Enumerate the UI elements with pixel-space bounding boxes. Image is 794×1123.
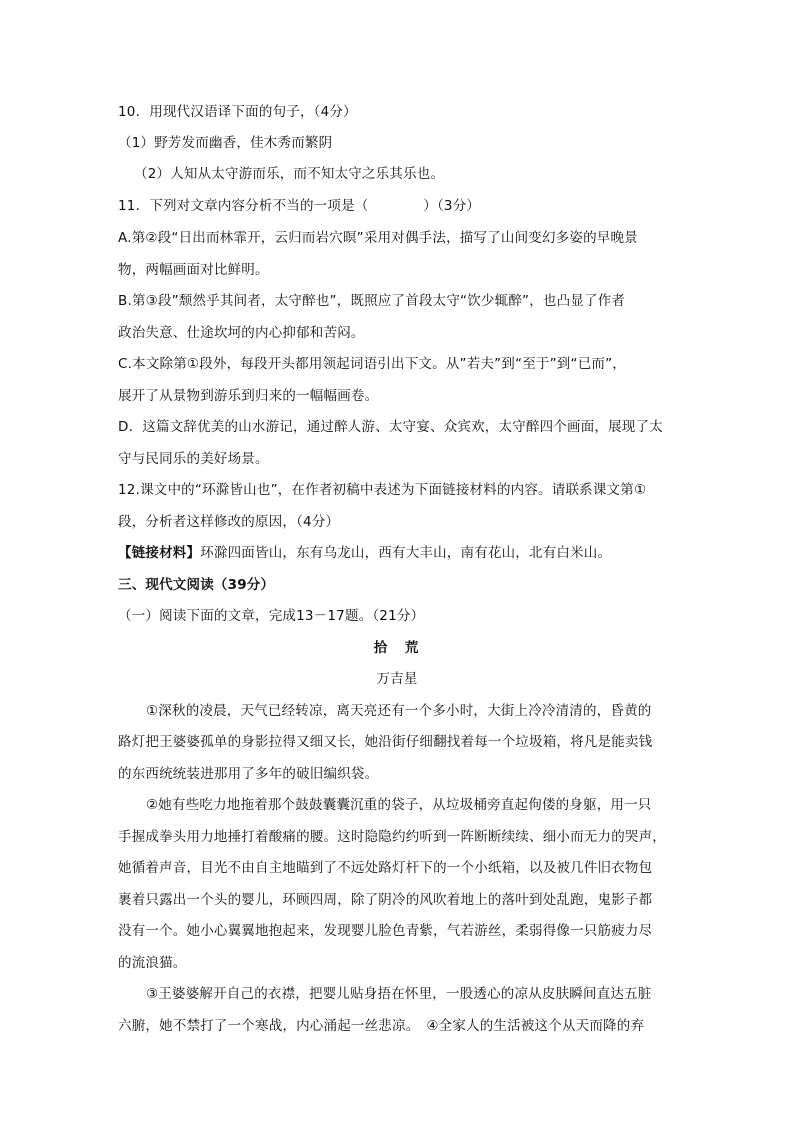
q10-sentence-2: （2）人知从太守游而乐，而不知太守之乐其乐也。 [134, 166, 445, 182]
q11-option-c-line-2: 展开了从景物到游乐到归来的一幅幅画卷。 [118, 388, 379, 404]
paragraph-3-line-1: ③王婆婆解开自己的衣襟，把婴儿贴身捂在怀里，一股透心的凉从皮肤瞬间直达五脏 [146, 986, 652, 1002]
q11-option-d-line-1: D．这篇文辞优美的山水游记，通过醉人游、太守宴、众宾欢，太守醉四个画面，展现了太 [118, 419, 663, 435]
q12-line-2: 段，分析者这样修改的原因，（4分） [118, 514, 340, 530]
link-material [118, 545, 678, 561]
paragraph-2-line-1: ②她有些吃力地拖着那个鼓鼓囊囊沉重的袋子，从垃圾桶旁直起佝偻的身躯，用一只 [146, 797, 652, 813]
article-title: 拾 荒 [373, 640, 421, 656]
link-material-label: 【链接材料】 [118, 545, 201, 561]
q11-option-d-line-2: 守与民同乐的美好场景。 [118, 451, 269, 467]
q11-option-b-line-1: B.第③段”颓然乎其间者，太守醉也”，既照应了首段太守“饮少辄醉”，也凸显了作者 [118, 293, 626, 309]
q11-option-a-line-2: 物，两幅画面对比鲜明。 [118, 262, 269, 278]
link-material-text: 环滁四面皆山，东有乌龙山，西有大丰山，南有花山，北有白米山。 [200, 545, 612, 561]
section-subheading: （一）阅读下面的文章，完成13－17题。（21分） [118, 608, 425, 624]
q11-option-a-line-1: A.第②段“日出而林霏开，云归而岩穴暝”采用对偶手法，描写了山间变幻多姿的早晚景 [118, 230, 638, 246]
q12-line-1: 12.课文中的“环滁皆山也”，在作者初稿中表述为下面链接材料的内容。请联系课文第① [118, 482, 647, 498]
paragraph-2-line-4: 裹着只露出一个头的婴儿，环顾四周，除了阴冷的风吹着地上的落叶到处乱跑，鬼影子都 [118, 892, 653, 908]
section-heading: 三、现代文阅读（39分） [118, 577, 275, 593]
q10-sentence-1: （1）野芳发而幽香，佳木秀而繁阴 [118, 135, 333, 151]
q11-option-b-line-2: 政治失意、仕途坎坷的内心抑郁和苦闷。 [118, 325, 365, 341]
paragraph-1-line-3: 的东西统统装进那用了多年的破旧编织袋。 [118, 766, 379, 782]
paragraph-1-line-2: 路灯把王婆婆孤单的身影拉得又细又长，她沿街仔细翻找着每一个垃圾箱，将凡是能卖钱 [118, 734, 653, 750]
paragraph-1-line-1: ①深秋的凌晨，天气已经转凉，离天亮还有一个多小时，大街上冷冷清清的，昏黄的 [146, 703, 652, 719]
article-author: 万吉星 [376, 671, 418, 687]
paragraph-2-line-6: 的流浪猫。 [118, 955, 187, 971]
q11-title: 11．下列对文章内容分析不当的一项是（ ）（3分） [118, 198, 481, 214]
q10-title: 10．用现代汉语译下面的句子，（4分） [118, 104, 357, 120]
paragraph-2-line-3: 她循着声音，目光不由自主地瞄到了不远处路灯杆下的一个小纸箱，以及被几件旧衣物包 [118, 860, 653, 876]
paragraph-2-line-5: 没有一个。她小心翼翼地抱起来，发现婴儿脸色青紫，气若游丝，柔弱得像一只筋疲力尽 [118, 923, 653, 939]
q11-option-c-line-1: C.本文除第①段外，每段开头都用领起词语引出下文。从”若夫”到“至于”到“已而”， [118, 356, 626, 372]
paragraph-3-line-2: 六腑，她不禁打了一个寒战，内心涌起一丝悲凉。 ④全家人的生活被这个从天而降的弃 [118, 1018, 645, 1034]
paragraph-2-line-2: 手握成拳头用力地捶打着酸痛的腰。这时隐隐约约听到一阵断断续续、细小而无力的哭声， [118, 829, 666, 845]
